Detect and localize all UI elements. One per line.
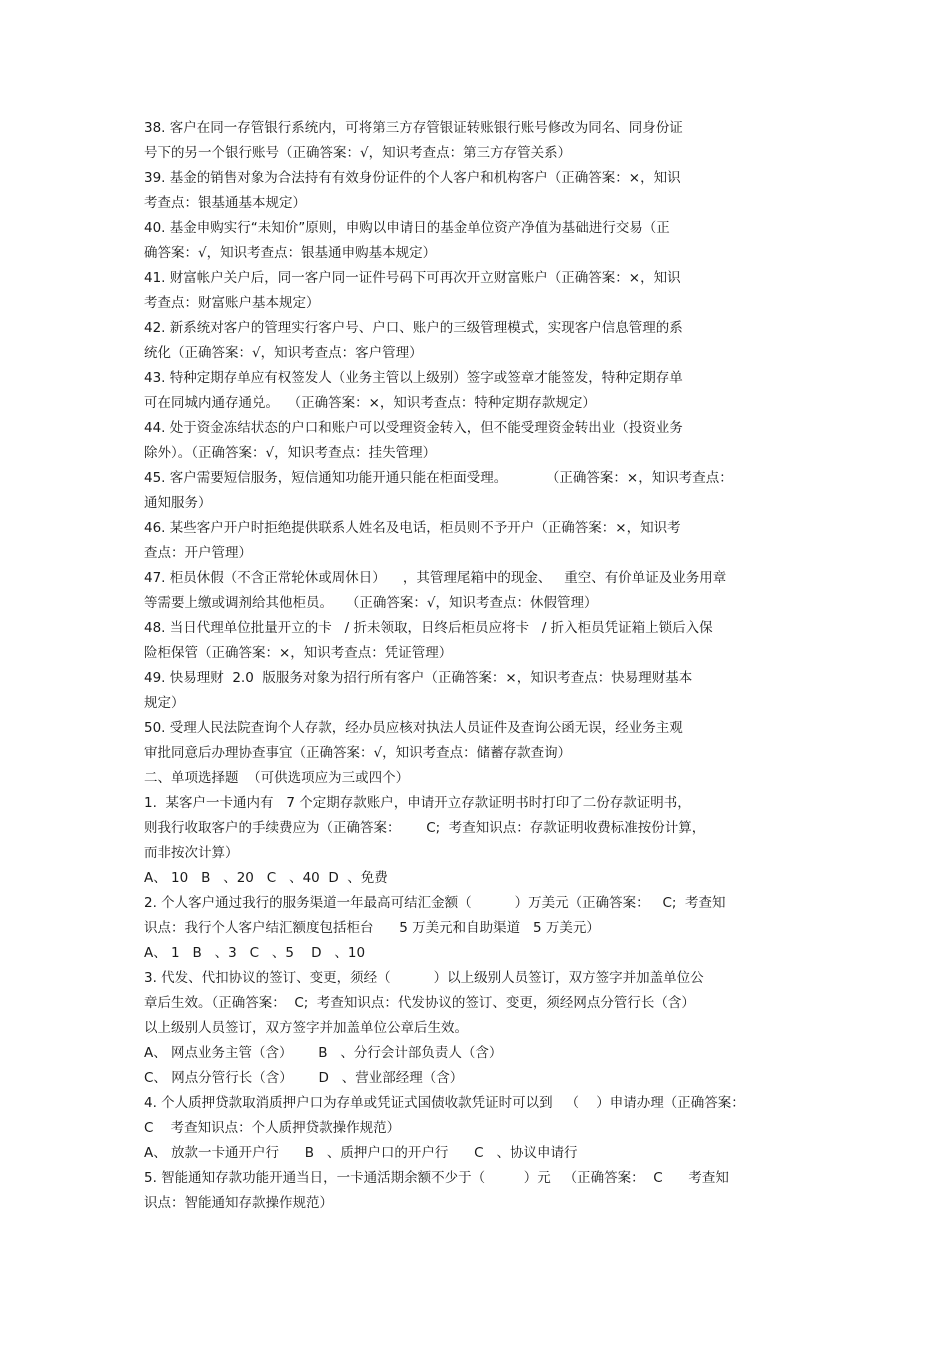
mc5-line-1: 5. 智能通知存款功能开通当日，一卡通活期余额不少于（ ）元 （正确答案： C 考查知: [144, 1170, 729, 1186]
mc3-options-ab: A、 网点业务主管（含） B 、分行会计部负责人（含）: [144, 1045, 503, 1061]
mc1-line-1: 1. 某客户一卡通内有 7 个定期存款账户，申请开立存款证明书时打印了二份存款证明书，: [144, 795, 691, 811]
q49-line-2: 规定）: [144, 695, 185, 711]
q42-line-1: 42. 新系统对客户的管理实行客户号、户口、账户的三级管理模式，实现客户信息管理的系: [144, 320, 683, 336]
mc1-line-3: 而非按次计算）: [144, 845, 239, 861]
mc4-options: A、 放款一卡通开户行 B 、质押户口的开户行 C 、协议申请行: [144, 1145, 578, 1161]
q41-line-1: 41. 财富帐户关户后，同一客户同一证件号码下可再次开立财富账户（正确答案：×，知识: [144, 270, 681, 286]
mc2-options: A、 1 B 、3 C 、5 D 、10: [144, 945, 366, 961]
q43-line-1: 43. 特种定期存单应有权签发人（业务主管以上级别）签字或签章才能签发，特种定期存单: [144, 370, 683, 386]
mc1-options: A、 10 B 、20 C 、40 D 、免费: [144, 870, 388, 886]
q46-line-1: 46. 某些客户开户时拒绝提供联系人姓名及电话，柜员则不予开户（正确答案：×，知识考: [144, 520, 681, 536]
q50-line-1: 50. 受理人民法院查询个人存款，经办员应核对执法人员证件及查询公函无误，经业务主观: [144, 720, 683, 736]
q47-line-2: 等需要上缴或调剂给其他柜员。 （正确答案：√，知识考查点：休假管理）: [144, 595, 598, 611]
q40-line-2: 确答案：√，知识考查点：银基通申购基本规定）: [144, 245, 437, 261]
q40-line-1: 40. 基金申购实行“未知价”原则，申购以申请日的基金单位资产净值为基础进行交易（正: [144, 220, 670, 236]
mc3-line-1: 3. 代发、代扣协议的签订、变更，须经（ ）以上级别人员签订，双方签字并加盖单位公: [144, 970, 704, 986]
q41-line-2: 考查点：财富账户基本规定）: [144, 295, 320, 311]
section-heading: 二、单项选择题 （可供选项应为三或四个）: [144, 770, 410, 786]
mc1-line-2: 则我行收取客户的手续费应为（正确答案： C; 考查知识点：存款证明收费标准按份计算，: [144, 820, 706, 836]
mc3-line-2: 章后生效。（正确答案： C; 考查知识点：代发协议的签订、变更，须经网点分管行长（含）: [144, 995, 695, 1011]
q38-line-1: 38. 客户在同一存管银行系统内，可将第三方存管银证转账银行账号修改为同名、同身份证: [144, 120, 683, 136]
q42-line-2: 统化（正确答案：√，知识考查点：客户管理）: [144, 345, 423, 361]
mc3-options-cd: C、 网点分管行长（含） D 、营业部经理（含）: [144, 1070, 464, 1086]
q43-line-2: 可在同城内通存通兑。 （正确答案：×，知识考查点：特种定期存款规定）: [144, 395, 596, 411]
q39-line-1: 39. 基金的销售对象为合法持有有效身份证件的个人客户和机构客户（正确答案：×，知识: [144, 170, 681, 186]
mc4-line-2: C 考查知识点：个人质押贷款操作规范）: [144, 1120, 401, 1136]
q44-line-2: 除外）。（正确答案：√，知识考查点：挂失管理）: [144, 445, 437, 461]
q38-line-2: 号下的另一个银行账号（正确答案：√，知识考查点：第三方存管关系）: [144, 145, 572, 161]
q48-line-1: 48. 当日代理单位批量开立的卡 / 折未领取，日终后柜员应将卡 / 折入柜员凭证箱上锁后入保: [144, 620, 713, 636]
q50-line-2: 审批同意后办理协查事宜（正确答案：√，知识考查点：储蓄存款查询）: [144, 745, 572, 761]
q47-line-1: 47. 柜员休假（不含正常轮休或周休日） ，其管理尾箱中的现金、 重空、有价单证及业务用章: [144, 570, 727, 586]
mc2-line-1: 2. 个人客户通过我行的服务渠道一年最高可结汇金额（ ）万美元（正确答案： C; 考查知: [144, 895, 726, 911]
q45-line-2: 通知服务）: [144, 495, 212, 511]
q39-line-2: 考查点：银基通基本规定）: [144, 195, 306, 211]
mc4-line-1: 4. 个人质押贷款取消质押户口为存单或凭证式国债收款凭证时可以到 （ ）申请办理（正确答案：: [144, 1095, 745, 1111]
document-body: [144, 116, 824, 1216]
q48-line-2: 险柜保管（正确答案：×，知识考查点：凭证管理）: [144, 645, 453, 661]
q46-line-2: 查点：开户管理）: [144, 545, 252, 561]
mc3-line-3: 以上级别人员签订，双方签字并加盖单位公章后生效。: [144, 1020, 468, 1036]
q49-line-1: 49. 快易理财 2.0 版服务对象为招行所有客户（正确答案：×，知识考查点：快易理财基本: [144, 670, 693, 686]
q45-line-1: 45. 客户需要短信服务，短信通知功能开通只能在柜面受理。 （正确答案：×，知识考查点：: [144, 470, 733, 486]
mc5-line-2: 识点：智能通知存款操作规范）: [144, 1195, 333, 1211]
mc2-line-2: 识点：我行个人客户结汇额度包括柜台 5 万美元和自助渠道 5 万美元）: [144, 920, 600, 936]
q44-line-1: 44. 处于资金冻结状态的户口和账户可以受理资金转入，但不能受理资金转出业（投资业务: [144, 420, 683, 436]
